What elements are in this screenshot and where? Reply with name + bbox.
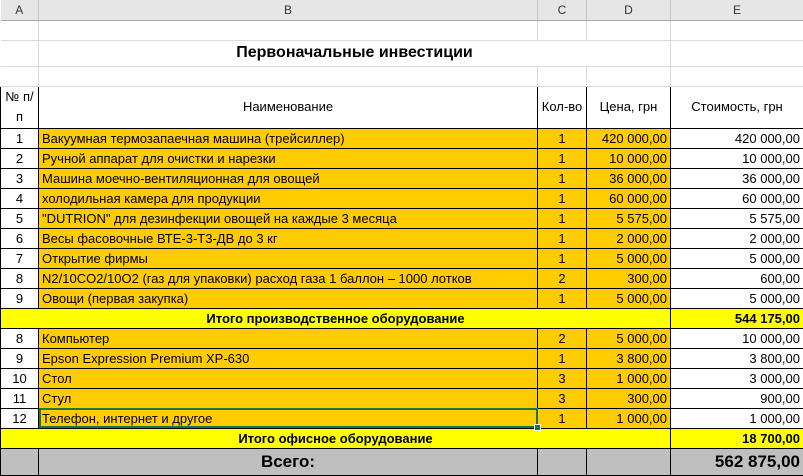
item-cost[interactable]: 3 000,00 <box>671 368 803 388</box>
header-number[interactable]: № п/п <box>1 86 39 128</box>
column-header-b[interactable]: B <box>39 0 538 20</box>
item-price[interactable]: 5 000,00 <box>587 328 671 348</box>
cell[interactable] <box>1 40 39 66</box>
item-price[interactable]: 60 000,00 <box>587 188 671 208</box>
item-price[interactable]: 300,00 <box>587 268 671 288</box>
item-quantity[interactable]: 1 <box>538 348 587 368</box>
table-row <box>1 148 803 168</box>
table-row <box>1 208 803 228</box>
table-row <box>1 388 803 408</box>
office-rows <box>1 328 803 428</box>
item-quantity[interactable]: 1 <box>538 208 587 228</box>
item-quantity[interactable]: 1 <box>538 168 587 188</box>
row-number[interactable]: 1 <box>1 128 39 148</box>
item-cost[interactable]: 420 000,00 <box>671 128 803 148</box>
cell[interactable] <box>587 448 671 475</box>
production-total-row <box>1 308 803 328</box>
row-number[interactable]: 9 <box>1 348 39 368</box>
cell[interactable] <box>538 66 587 86</box>
office-total-row <box>1 428 803 448</box>
header-cost[interactable]: Стоимость, грн <box>671 86 803 128</box>
item-quantity[interactable]: 1 <box>538 188 587 208</box>
cell[interactable] <box>1 20 39 40</box>
cell[interactable] <box>587 66 671 86</box>
item-name[interactable]: Компьютер <box>39 328 538 348</box>
item-name[interactable]: Epson Expression Premium XP-630 <box>39 348 538 368</box>
item-name[interactable]: Весы фасовочные ВТЕ-3-Т3-ДВ до 3 кг <box>39 228 538 248</box>
cell[interactable] <box>1 66 39 86</box>
production-total-value[interactable]: 544 175,00 <box>671 308 803 328</box>
cell[interactable] <box>587 20 671 40</box>
sheet-title[interactable]: Первоначальные инвестиции <box>39 40 671 66</box>
item-quantity[interactable]: 3 <box>538 388 587 408</box>
item-quantity[interactable]: 1 <box>538 408 587 428</box>
column-header-row <box>1 0 803 20</box>
item-price[interactable]: 5 000,00 <box>587 288 671 308</box>
item-quantity[interactable]: 2 <box>538 328 587 348</box>
row-number[interactable]: 3 <box>1 168 39 188</box>
office-total-value[interactable]: 18 700,00 <box>671 428 803 448</box>
item-price[interactable]: 300,00 <box>587 388 671 408</box>
cell[interactable] <box>1 448 39 475</box>
item-cost[interactable]: 10 000,00 <box>671 328 803 348</box>
cell[interactable] <box>671 66 803 86</box>
item-price[interactable]: 3 800,00 <box>587 348 671 368</box>
column-header-c[interactable]: C <box>538 0 587 20</box>
item-quantity[interactable]: 1 <box>538 128 587 148</box>
cell[interactable] <box>671 20 803 40</box>
blank-row <box>1 20 803 40</box>
item-name[interactable]: Вакуумная термозапаечная машина (трейсиллер) <box>39 128 538 148</box>
blank-row <box>1 66 803 86</box>
row-number[interactable]: 2 <box>1 148 39 168</box>
item-quantity[interactable]: 1 <box>538 228 587 248</box>
item-name[interactable]: "DUTRION" для дезинфекции овощей на каждые 3 месяца <box>39 208 538 228</box>
item-name[interactable]: Ручной аппарат для очистки и нарезки <box>39 148 538 168</box>
grand-total-value[interactable]: 562 875,00 <box>671 448 803 475</box>
item-price[interactable]: 1 000,00 <box>587 408 671 428</box>
item-quantity[interactable]: 1 <box>538 148 587 168</box>
item-price[interactable]: 1 000,00 <box>587 368 671 388</box>
table-row <box>1 128 803 148</box>
item-cost[interactable]: 36 000,00 <box>671 168 803 188</box>
table-row <box>1 328 803 348</box>
item-name[interactable]: N2/10CO2/10O2 (газ для упаковки) расход газа 1 баллон – 1000 лотков <box>39 268 538 288</box>
table-row <box>1 408 803 428</box>
item-name[interactable]: Стул <box>39 388 538 408</box>
item-name[interactable]: Овощи (первая закупка) <box>39 288 538 308</box>
row-number[interactable]: 8 <box>1 328 39 348</box>
table-row <box>1 268 803 288</box>
table-row <box>1 228 803 248</box>
item-price[interactable]: 5 000,00 <box>587 248 671 268</box>
cell[interactable] <box>671 40 803 66</box>
header-name[interactable]: Наименование <box>39 86 538 128</box>
header-quantity[interactable]: Кол-во <box>538 86 587 128</box>
cell[interactable] <box>538 20 587 40</box>
row-number[interactable]: 11 <box>1 388 39 408</box>
item-name[interactable]: Стол <box>39 368 538 388</box>
item-cost[interactable]: 600,00 <box>671 268 803 288</box>
selected-cell[interactable]: Телефон, интернет и другое <box>39 408 538 428</box>
item-price[interactable]: 2 000,00 <box>587 228 671 248</box>
row-number[interactable]: 12 <box>1 408 39 428</box>
column-header-e[interactable]: E <box>671 0 803 20</box>
office-total-label[interactable]: Итого офисное оборудование <box>1 428 671 448</box>
item-name[interactable]: Машина моечно-вентиляционная для овощей <box>39 168 538 188</box>
row-number[interactable]: 10 <box>1 368 39 388</box>
grand-total-row <box>1 448 803 475</box>
row-number[interactable]: 6 <box>1 228 39 248</box>
item-name[interactable]: холодильная камера для продукции <box>39 188 538 208</box>
header-price[interactable]: Цена, грн <box>587 86 671 128</box>
grand-total-label[interactable]: Всего: <box>39 448 538 475</box>
row-number[interactable]: 7 <box>1 248 39 268</box>
cell[interactable] <box>39 66 538 86</box>
column-header-a[interactable]: A <box>1 0 39 20</box>
table-row <box>1 368 803 388</box>
item-cost[interactable]: 5 000,00 <box>671 288 803 308</box>
item-cost[interactable]: 5 575,00 <box>671 208 803 228</box>
item-quantity[interactable]: 1 <box>538 248 587 268</box>
cell[interactable] <box>538 448 587 475</box>
row-number[interactable]: 9 <box>1 288 39 308</box>
item-cost[interactable]: 10 000,00 <box>671 148 803 168</box>
column-header-d[interactable]: D <box>587 0 671 20</box>
item-cost[interactable]: 900,00 <box>671 388 803 408</box>
item-price[interactable]: 36 000,00 <box>587 168 671 188</box>
title-row <box>1 40 803 66</box>
table-row <box>1 248 803 268</box>
table-row <box>1 168 803 188</box>
item-price[interactable]: 5 575,00 <box>587 208 671 228</box>
item-cost[interactable]: 3 800,00 <box>671 348 803 368</box>
item-quantity[interactable]: 2 <box>538 268 587 288</box>
item-cost[interactable]: 1 000,00 <box>671 408 803 428</box>
production-total-label[interactable]: Итого производственное оборудование <box>1 308 671 328</box>
table-header-row <box>1 86 803 128</box>
fill-handle[interactable] <box>534 424 541 431</box>
item-quantity[interactable]: 3 <box>538 368 587 388</box>
item-cost[interactable]: 5 000,00 <box>671 248 803 268</box>
row-number[interactable]: 5 <box>1 208 39 228</box>
item-name[interactable]: Открытие фирмы <box>39 248 538 268</box>
item-cost[interactable]: 2 000,00 <box>671 228 803 248</box>
table-row <box>1 348 803 368</box>
table-row <box>1 188 803 208</box>
item-cost[interactable]: 60 000,00 <box>671 188 803 208</box>
row-number[interactable]: 4 <box>1 188 39 208</box>
item-quantity[interactable]: 1 <box>538 288 587 308</box>
item-price[interactable]: 420 000,00 <box>587 128 671 148</box>
cell[interactable] <box>39 20 538 40</box>
table-row <box>1 288 803 308</box>
item-price[interactable]: 10 000,00 <box>587 148 671 168</box>
row-number[interactable]: 8 <box>1 268 39 288</box>
production-rows <box>1 128 803 308</box>
